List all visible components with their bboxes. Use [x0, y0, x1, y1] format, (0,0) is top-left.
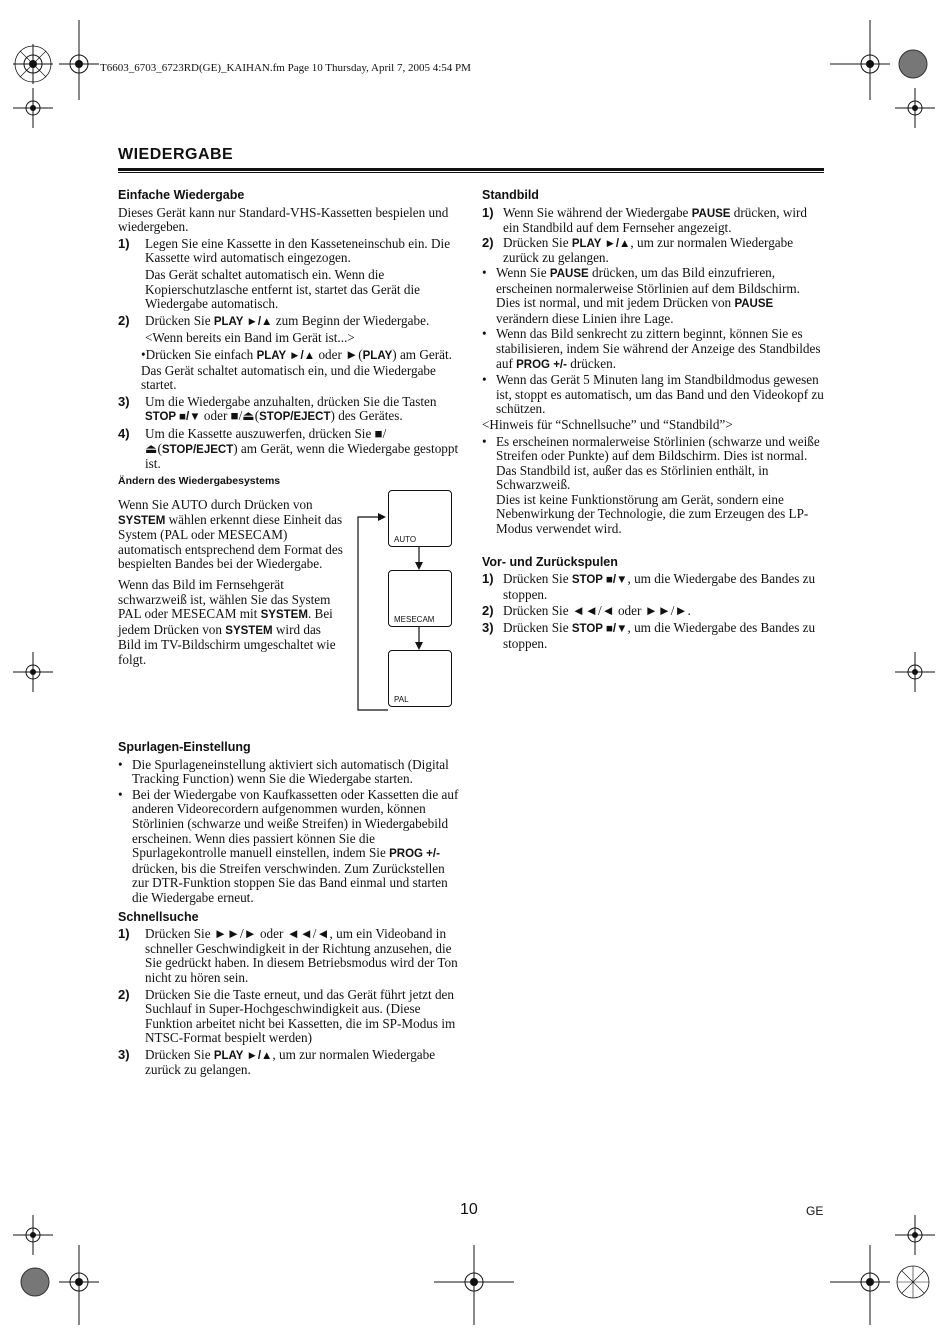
step-number: 1) [118, 926, 130, 942]
key-label: STOP/EJECT [161, 443, 234, 456]
step-number: 2) [118, 312, 130, 328]
paragraph-text: wählen erkennt diese Einheit das System (PAL oder MESECAM) automatisch entsprechend dem Format des bespielten Bandes bei der Wiedergabe. [118, 511, 343, 572]
left-column [118, 188, 460, 490]
standbild-bullet-2 [482, 327, 824, 372]
paragraph-text: . Bei jedem Drücken von [118, 606, 333, 637]
spurlagen-bullet-1 [118, 758, 460, 787]
bullet-text: Wenn Sie [496, 264, 550, 280]
key-label: PAUSE [734, 298, 774, 311]
bullet-text: Wenn das Gerät 5 Minuten lang im Standbildmodus gewesen ist, stoppt es automatisch, um das Band und den Videokopf zu schützen. [496, 372, 824, 417]
system-paragraph-2 [118, 578, 343, 668]
step-number: 2) [118, 986, 130, 1002]
key-label: SYSTEM [118, 514, 166, 527]
bullet-text: drücken, bis die Streifen verschwinden. Zum Zurückstellen zur DTR-Funktion stoppen Sie das Band einmal und starten die Wiedergabe erneut. [132, 860, 448, 905]
title-rule-thin [118, 172, 824, 173]
step-number: 3) [118, 393, 130, 409]
key-label: SYSTEM [260, 609, 308, 622]
bullet-text: Dies ist keine Funktionstörung am Gerät, sondern eine Nebenwirkung der Technologie, die zum Erzeugen des LP-Modus verwendet wird. [496, 491, 809, 537]
spulen-step-2 [482, 604, 824, 619]
system-paragraph-1 [118, 498, 343, 572]
bullet-marker: • [482, 372, 487, 388]
bullet-marker: • [482, 433, 487, 449]
bullet-text: Es erscheinen normalerweise Störlinien (schwarze und weiße Streifen oder Punkte) auf dem Bildschirm. Dies ist normal. [496, 433, 820, 464]
einfache-step-3 [118, 395, 460, 425]
step-number: 2) [482, 603, 494, 619]
step-text: Legen Sie eine Kassette in den Kasseteneinschub ein. Die Kassette wird automatisch eingezogen. [145, 235, 451, 266]
standbild-bullet-3 [482, 373, 824, 417]
step-number: 2) [482, 234, 494, 250]
step-text: Drücken Sie [503, 234, 572, 250]
key-label: STOP ■/▼ [145, 411, 201, 424]
step-number: 4) [118, 425, 130, 441]
section-heading-spurlagen: Spurlagen-Einstellung [118, 740, 251, 754]
step-text: Wenn Sie während der Wiedergabe [503, 204, 692, 220]
key-label: PROG +/- [389, 848, 440, 861]
step-text: , um die Wiedergabe des Bandes zu stoppen. [503, 620, 816, 651]
bullet-text: drücken. [566, 355, 617, 371]
bullet-text: oder ►( [315, 346, 363, 362]
key-label: PLAY ►/▲ [213, 1049, 273, 1062]
step-text: oder ■/⏏( [200, 408, 260, 424]
key-label: PROG +/- [516, 358, 567, 371]
step-number: 3) [118, 1046, 130, 1062]
page-title: WIEDERGABE [118, 146, 234, 163]
step-text: Drücken Sie [503, 620, 572, 636]
einfache-step-1 [118, 237, 460, 266]
bullet-text: drücken, um das Bild einzufrieren, erscheinen normalerweise Störlinien auf dem Bildschirm. Dies ist normal, und mit jedem Drücken von [496, 264, 800, 311]
section-heading-einfache: Einfache Wiedergabe [118, 188, 245, 202]
key-label: PAUSE [549, 267, 589, 280]
page-number: 10 [460, 1201, 478, 1218]
einfache-step-4 [118, 427, 460, 472]
paragraph-text: Wenn Sie AUTO durch Drücken von [118, 497, 313, 512]
step-text: , um die Wiedergabe des Bandes zu stoppen. [503, 571, 816, 602]
step-text: ) des Gerätes. [330, 408, 403, 424]
system-text [118, 498, 343, 670]
tv-screen-auto [388, 490, 452, 547]
step-text: drücken, wird ein Standbild auf dem Fernseher angezeigt. [503, 204, 808, 236]
bullet-text: Die Spurlageneinstellung aktiviert sich automatisch (Digital Tracking Function) wenn Sie die Wiedergabe starten. [132, 756, 449, 787]
step-text: Drücken Sie [503, 571, 572, 587]
paragraph-text: Wenn das Bild im Fernsehgerät schwarzweiß ist, wählen Sie das System PAL oder MESECAM mit [118, 576, 331, 622]
einfache-step-2-note: <Wenn bereits ein Band im Gerät ist...> [145, 330, 355, 346]
screen-label: AUTO [394, 535, 417, 544]
section-heading-spulen: Vor- und Zurückspulen [482, 554, 618, 569]
file-header-info: T6603_6703_6723RD(GE)_KAIHAN.fm Page 10 Thursday, April 7, 2005 4:54 PM [100, 62, 471, 74]
standbild-step-1 [482, 206, 824, 236]
einfache-step-1-extra: Das Gerät schaltet automatisch ein. Wenn die Kopierschutzlasche entfernt ist, startet das Gerät die Wiedergabe automatisch. [145, 266, 420, 312]
einfache-step-2 [118, 314, 460, 330]
bullet-marker: • [482, 264, 487, 280]
spurlagen-bullet-2 [118, 788, 460, 906]
key-label: STOP ■/▼ [571, 623, 628, 636]
step-text: , um zur normalen Wiedergabe zurück zu gelangen. [145, 1046, 436, 1078]
standbild-bullet-4 [482, 435, 824, 537]
screen-label: MESECAM [394, 615, 435, 624]
key-label: PLAY ►/▲ [571, 237, 631, 250]
bullet-text: ) am Gerät. Das Gerät schaltet automatisch ein, und die Wiedergabe startet. [141, 346, 452, 393]
step-text: Drücken Sie ◄◄/◄ oder ►►/►. [503, 603, 691, 619]
bullet-text: Bei der Wiedergabe von Kaufkassetten oder Kassetten die auf anderen Videorecordern aufgenommen wurden, können Störlinien (schwarze und weiße Streifen) in Wiedergabebild erscheinen. Wenn dies passiert können Sie die Spurlagekontrolle manuell einstellen, indem Sie [132, 786, 459, 861]
bullet-text: Das Standbild ist, außer das es Störlinien enthält, in Schwarzweiß. [496, 462, 769, 493]
bullet-marker: • [118, 786, 123, 802]
right-column [482, 188, 824, 653]
bullet-text: verändern diese Linien ihre Lage. [496, 310, 674, 326]
step-number: 1) [118, 235, 130, 251]
step-text: , um zur normalen Wiedergabe zurück zu gelangen. [503, 234, 794, 266]
schnell-step-3 [118, 1048, 460, 1078]
key-label: PLAY ►/▲ [256, 349, 316, 362]
step-text: ) am Gerät, wenn die Wiedergabe gestoppt ist. [145, 440, 459, 472]
key-label: PLAY [362, 349, 393, 362]
bullet-marker: • [482, 326, 487, 342]
step-text: Drücken Sie die Taste erneut, und das Gerät führt jetzt den Suchlauf in Super-Hochgeschwindigkeit aus. (Diese Funktion arbeitet nicht bei Kassetten, die im SP-Modus im NTSC-Format bespielt werden) [145, 986, 456, 1046]
standbild-step-2 [482, 236, 824, 266]
key-label: PLAY ►/▲ [213, 315, 273, 328]
standbild-bullet-1 [482, 266, 824, 326]
key-label: SYSTEM [225, 624, 273, 637]
step-text: Drücken Sie [145, 312, 214, 328]
bullet-text: •Drücken Sie einfach [141, 346, 257, 362]
screen-label: PAL [394, 695, 409, 704]
section-heading-system: Ändern des Wiedergabesystems [118, 474, 281, 487]
step-text: Um die Kassette auszuwerfen, drücken Sie ■/⏏( [145, 425, 387, 456]
key-label: PAUSE [691, 207, 731, 220]
paragraph-text: wird das Bild im TV-Bildschirm umgeschaltet wie folgt. [118, 621, 336, 667]
section-heading-standbild: Standbild [482, 188, 539, 202]
spulen-step-3 [482, 621, 824, 651]
key-label: STOP/EJECT [259, 411, 331, 424]
standbild-hint: <Hinweis für “Schnellsuche” und “Standbild”> [482, 416, 733, 432]
schnell-step-2 [118, 988, 460, 1046]
step-text: zum Beginn der Wiedergabe. [272, 312, 430, 328]
einfache-intro: Dieses Gerät kann nur Standard-VHS-Kassetten bespielen und wiedergeben. [118, 204, 449, 235]
language-code: GE [806, 1204, 824, 1218]
tv-screen-mesecam [388, 570, 452, 627]
spulen-step-1 [482, 572, 824, 602]
step-text: Drücken Sie [145, 1046, 214, 1062]
bullet-marker: • [118, 756, 123, 772]
section-heading-schnellsuche: Schnellsuche [118, 909, 199, 924]
tv-screen-pal [388, 650, 452, 707]
step-number: 1) [482, 571, 494, 587]
left-column-lower [118, 740, 460, 1080]
key-label: STOP ■/▼ [571, 574, 628, 587]
step-text: Um die Wiedergabe anzuhalten, drücken Sie die Tasten [145, 393, 437, 409]
title-rule [118, 168, 824, 171]
step-number: 3) [482, 620, 494, 636]
bullet-text: Wenn das Bild senkrecht zu zittern beginnt, können Sie es stabilisieren, indem Sie während der Anzeige des Standbildes auf [496, 326, 821, 371]
step-number: 1) [482, 204, 494, 220]
step-text: Drücken Sie ►►/► oder ◄◄/◄, um ein Videoband in schneller Geschwindigkeit in der Richtung anzusehen, die Sie gedrückt haben. In diesem Betriebsmodus wird der Ton nicht zu hören sein. [145, 926, 458, 985]
schnell-step-1 [118, 927, 460, 985]
einfache-step-2-bullet [118, 348, 460, 393]
